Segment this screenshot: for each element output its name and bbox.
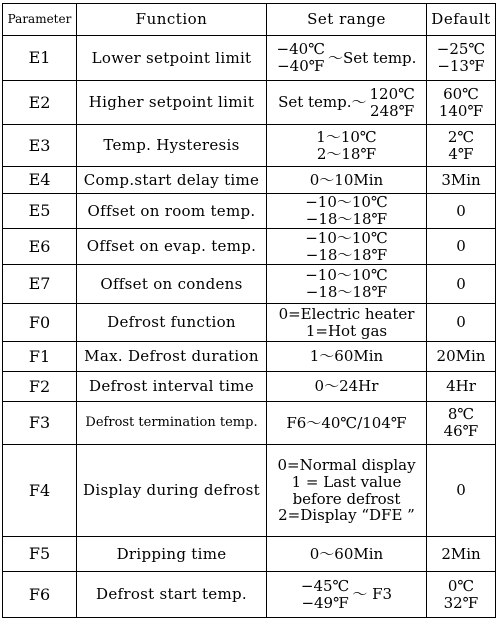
range-line: 0=Electric heater — [278, 304, 415, 323]
default-value — [427, 304, 496, 342]
function-name: Offset on condens — [77, 265, 267, 304]
table-row — [3, 304, 496, 342]
table-row — [3, 229, 496, 265]
range-line: −18～18℉ — [305, 283, 388, 301]
function-name: Temp. Hysteresis — [77, 125, 267, 167]
table-row — [3, 167, 496, 194]
range-line: ～Set temp. — [327, 48, 417, 67]
range-line: F6～40℃/104℉ — [286, 413, 407, 432]
set-range — [267, 125, 427, 167]
range-line: 120℃ — [369, 84, 415, 103]
table-row — [3, 537, 496, 572]
param-code: F2 — [3, 372, 77, 402]
param-code: E7 — [3, 265, 77, 304]
set-range — [267, 81, 427, 125]
default-line: 0 — [456, 201, 466, 220]
default-line: 4℉ — [448, 144, 474, 163]
function-name: Higher setpoint limit — [77, 81, 267, 125]
set-range — [267, 572, 427, 618]
range-line: −10～10℃ — [305, 228, 388, 247]
default-line: 0 — [456, 274, 466, 293]
default-value — [427, 229, 496, 265]
default-value — [427, 194, 496, 229]
range-line: −49℉ — [301, 593, 349, 612]
set-range — [267, 229, 427, 265]
default-value — [427, 167, 496, 194]
default-value — [427, 36, 496, 81]
default-line: 32℉ — [443, 593, 479, 612]
default-value — [427, 402, 496, 445]
param-code: E5 — [3, 194, 77, 229]
param-code: F6 — [3, 572, 77, 618]
default-line: 140℉ — [438, 101, 484, 120]
range-line: 1 = Last value — [291, 472, 402, 491]
default-value — [427, 81, 496, 125]
range-line: 0～24Hr — [314, 377, 379, 396]
default-value — [427, 572, 496, 618]
param-code: E4 — [3, 167, 77, 194]
default-line: 20Min — [436, 347, 486, 366]
default-line: 2℃ — [447, 127, 475, 146]
range-line: −40℃ — [276, 40, 325, 59]
default-line: −13℉ — [437, 57, 485, 75]
range-line: 2～18℉ — [316, 144, 377, 163]
header-set-range: Set range — [267, 4, 427, 36]
table-row — [3, 372, 496, 402]
set-range — [267, 537, 427, 572]
table-row — [3, 194, 496, 229]
header-parameter: Parameter — [3, 4, 77, 36]
set-range — [267, 304, 427, 342]
range-line: 248℉ — [370, 101, 415, 120]
default-value — [427, 265, 496, 304]
set-range — [267, 194, 427, 229]
set-range — [267, 402, 427, 445]
default-line: 4Hr — [446, 377, 476, 396]
range-line: before defrost — [292, 489, 401, 508]
table-row — [3, 342, 496, 372]
function-name: Offset on room temp. — [77, 194, 267, 229]
range-line: −18～18℉ — [305, 245, 388, 264]
header-function: Function — [77, 4, 267, 36]
table-row — [3, 125, 496, 167]
default-line: 2Min — [441, 544, 481, 563]
set-range — [267, 265, 427, 304]
function-name: Defrost start temp. — [77, 572, 267, 618]
function-name: Comp.start delay time — [77, 167, 267, 194]
range-line: −18～18℉ — [305, 210, 388, 228]
function-name: Max. Defrost duration — [77, 342, 267, 372]
default-line: 0℃ — [447, 576, 475, 595]
set-range — [267, 445, 427, 537]
param-code: F0 — [3, 304, 77, 342]
set-range — [267, 167, 427, 194]
header-default: Default — [427, 4, 496, 36]
param-code: E2 — [3, 81, 77, 125]
range-line: −40℉ — [277, 57, 325, 75]
function-name: Defrost termination temp. — [77, 402, 267, 445]
default-line: 0 — [456, 237, 466, 256]
table-row — [3, 81, 496, 125]
table-row — [3, 572, 496, 618]
param-code: F1 — [3, 342, 77, 372]
set-range — [267, 36, 427, 81]
default-line: 0 — [456, 313, 466, 332]
range-line: Set temp.～ — [278, 93, 367, 112]
function-name: Defrost function — [77, 304, 267, 342]
default-value — [427, 445, 496, 537]
function-name: Display during defrost — [77, 445, 267, 537]
function-name: Defrost interval time — [77, 372, 267, 402]
set-range — [267, 372, 427, 402]
range-line: ～ F3 — [352, 585, 393, 604]
table-row — [3, 36, 496, 81]
range-line: 0～10Min — [309, 170, 384, 189]
default-value — [427, 342, 496, 372]
function-name: Dripping time — [77, 537, 267, 572]
range-line: 2=Display “DFE ” — [278, 506, 415, 525]
function-name: Lower setpoint limit — [77, 36, 267, 81]
default-value — [427, 372, 496, 402]
range-line: 0～60Min — [309, 544, 384, 563]
default-line: 0 — [456, 481, 466, 500]
range-line: 1～60Min — [309, 347, 384, 366]
param-code: E1 — [3, 36, 77, 81]
param-code: F3 — [3, 402, 77, 445]
param-code: F5 — [3, 537, 77, 572]
table-row — [3, 445, 496, 537]
function-name: Offset on evap. temp. — [77, 229, 267, 265]
default-line: 60℃ — [443, 84, 479, 103]
range-line: −10～10℃ — [305, 266, 388, 285]
param-code: E6 — [3, 229, 77, 265]
range-line: 1～10℃ — [316, 127, 377, 146]
range-line: −10～10℃ — [305, 193, 388, 212]
param-code: F4 — [3, 445, 77, 537]
header-row — [3, 4, 496, 36]
range-line: −45℃ — [300, 576, 350, 595]
table-row — [3, 265, 496, 304]
table-row — [3, 402, 496, 445]
range-line: 0=Normal display — [277, 455, 416, 474]
default-value — [427, 125, 496, 167]
default-line: 8℃ — [447, 405, 475, 424]
default-line: 46℉ — [443, 422, 479, 440]
default-line: −25℃ — [436, 40, 486, 59]
parameter-table — [2, 3, 496, 618]
default-value — [427, 537, 496, 572]
default-line: 3Min — [441, 170, 481, 189]
param-code: E3 — [3, 125, 77, 167]
set-range — [267, 342, 427, 372]
range-line: 1=Hot gas — [305, 321, 388, 340]
